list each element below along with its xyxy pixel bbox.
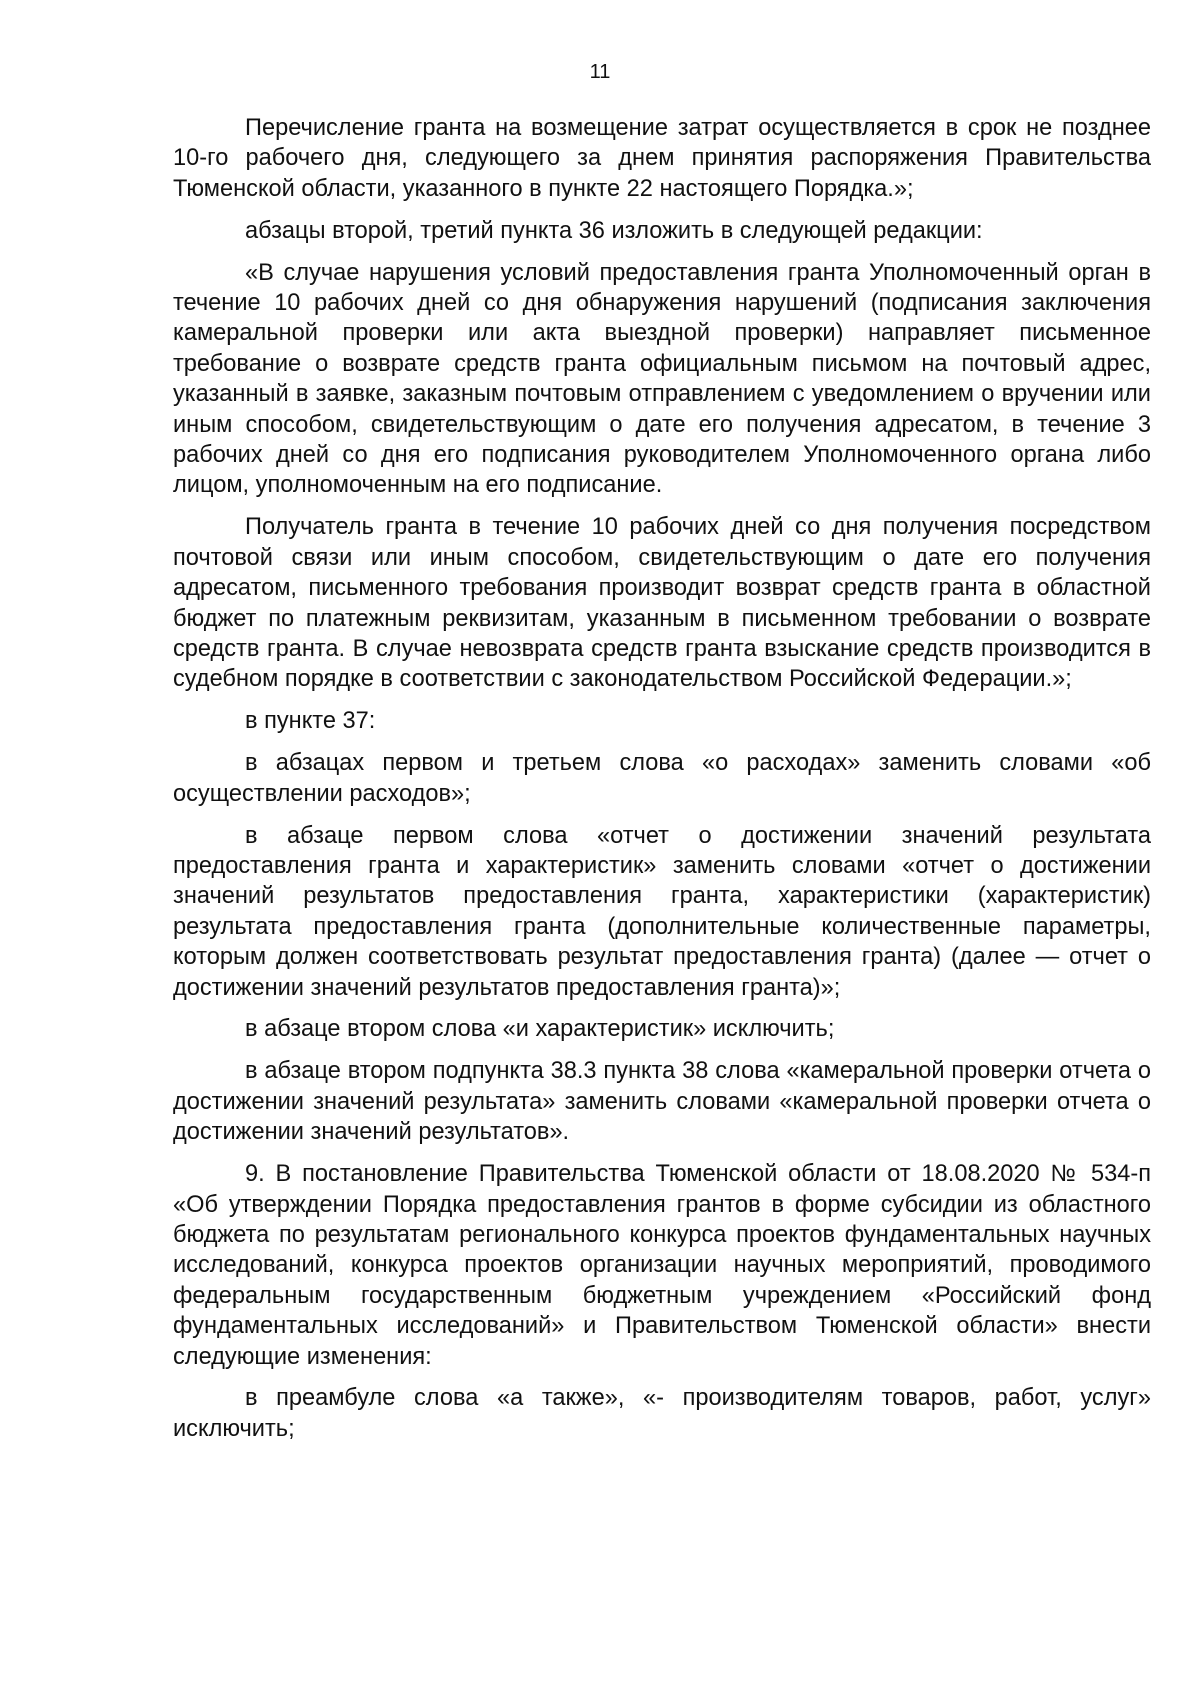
paragraph-item-9-resolution: 9. В постановление Правительства Тюменской области от 18.08.2020 № 534-п «Об утверждении Порядка предоставления грантов в форме субсидии из областного бюджета по результатам регионального конкурса проектов фундаментальных научных исследований, конкурса проектов организации научных мероприятий, проводимого федеральным государственным бюджетным учреждением «Российский фонд фундаментальных исследований» и Правительством Тюменской области» внести следующие изменения:: [173, 1161, 1151, 1370]
paragraph-preamble-exclusion: в преамбуле слова «а также», «- производителям товаров, работ, услуг» исключить;: [173, 1385, 1151, 1442]
paragraph-item-37-intro: в пункте 37:: [245, 708, 376, 735]
paragraph-violation-notice: «В случае нарушения условий предоставления гранта Уполномоченный орган в течение 10 рабочих дней со дня обнаружения нарушений (подписания заключения камеральной проверки или акта выездной проверки) направляет письменное требование о возврате средств гранта официальным письмом на почтовый адрес, указанный в заявке, заказным почтовым отправлением с уведомлением о вручении или иным способом, свидетельствующим о дате его получения адресатом, в течение 3 рабочих дней со дня его подписания руководителем Уполномоченного органа либо лицом, уполномоченным на его подписание.: [173, 259, 1151, 499]
paragraph-exclude-characteristics: в абзаце втором слова «и характеристик» исключить;: [245, 1016, 835, 1043]
paragraph-item-36-intro: абзацы второй, третий пункта 36 изложить в следующей редакции:: [245, 217, 983, 244]
page-number: 11: [589, 61, 611, 83]
paragraph-grant-transfer: Перечисление гранта на возмещение затрат осуществляется в срок не позднее 10-го рабочего дня, следующего за днем принятия распоряжения Правительства Тюменской области, указанного в пункте 22 настоящего Порядка.»;: [173, 115, 1151, 202]
document-body: [173, 113, 1151, 1456]
paragraph-replace-expenses: в абзацах первом и третьем слова «о расходах» заменить словами «об осуществлении расходов»;: [173, 750, 1151, 807]
paragraph-grant-refund: Получатель гранта в течение 10 рабочих дней со дня получения посредством почтовой связи или иным способом, свидетельствующим о дате его получения адресатом, письменного требования производит возврат средств гранта в областной бюджет по платежным реквизитам, указанным в письменном требовании о возврате средств гранта. В случае невозврата средств гранта взыскание средств производится в судебном порядке в соответствии с законодательством Российской Федерации.»;: [173, 514, 1151, 693]
paragraph-subitem-38-3: в абзаце втором подпункта 38.3 пункта 38 слова «камеральной проверки отчета о достижении значений результата» заменить словами «камеральной проверки отчета о достижении значений результатов».: [173, 1058, 1151, 1146]
paragraph-replace-report: в абзаце первом слова «отчет о достижении значений результата предоставления гранта и характеристик» заменить словами «отчет о достижении значений результатов предоставления гранта, характеристики (характеристик) результата предоставления гранта (дополнительные количественные параметры, которым должен соответствовать результат предоставления гранта) (далее — отчет о достижении значений результатов предоставления гранта)»;: [173, 822, 1151, 1001]
